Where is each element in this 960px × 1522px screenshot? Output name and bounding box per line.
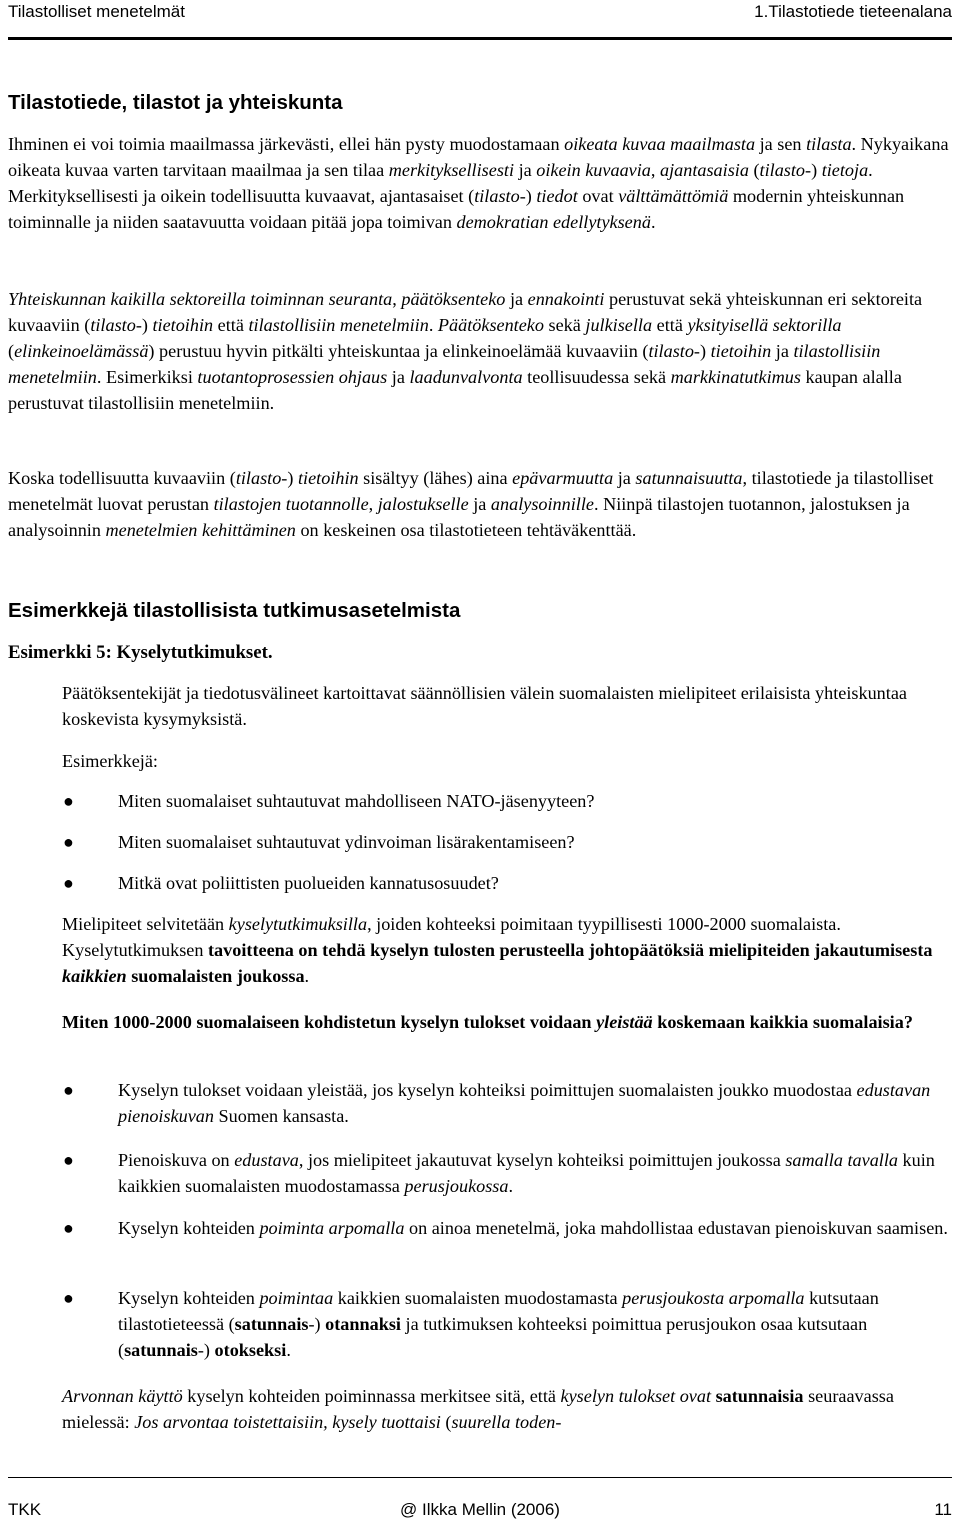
paragraph-7: Arvonnan käyttö kyselyn kohteiden poiminnassa merkitsee sitä, että kyselyn tulokset ovat satunnaisia seuraavassa mielessä: Jos arvontaa toistettaisiin, kysely tuottaisi (suurella toden-	[62, 1386, 894, 1432]
header-course-title: Tilastolliset menetelmät	[8, 2, 185, 21]
paragraph-6: Miten 1000-2000 suomalaiseen kohdistetun kyselyn tulokset voidaan yleistää koskemaan kaikkia suomalaisia?	[62, 1012, 913, 1032]
bullet-item: Kyselyn tulokset voidaan yleistää, jos kyselyn kohteiksi poimittujen suomalaisten joukko muodostaa edustavan pienoiskuvan Suomen kansasta.	[118, 1080, 931, 1126]
bullet-dot: ●	[63, 1288, 74, 1308]
bullet-item: Pienoiskuva on edustava, jos mielipiteet jakautuvat kyselyn kohteiksi poimittujen joukossa samalla tavalla kuin kaikkien suomalaisten muodostamassa perusjoukossa.	[118, 1150, 935, 1196]
bullet-item: Kyselyn kohteiden poimintaa kaikkien suomalaisten muodostamasta perusjoukosta arpomalla kutsutaan tilastotieteessä (satunnais-) otannaksi ja tutkimuksen kohteeksi poimittua perusjoukon osaa kutsutaan (satunnais-) otokseksi.	[118, 1288, 879, 1360]
bullet-dot: ●	[63, 1218, 74, 1238]
header-rule	[8, 37, 952, 40]
examples-label: Esimerkkejä:	[62, 751, 158, 771]
footer-author: @ Ilkka Mellin (2006)	[400, 1500, 560, 1519]
bullet-item: Mitkä ovat poliittisten puolueiden kannatusosuudet?	[118, 873, 499, 893]
bullet-dot: ●	[63, 1150, 74, 1170]
bullet-dot: ●	[63, 1080, 74, 1100]
bullet-dot: ●	[63, 873, 74, 893]
example-section-title: Esimerkkejä tilastollisista tutkimusasetelmista	[8, 599, 461, 622]
footer-rule	[8, 1477, 952, 1478]
footer-institution: TKK	[8, 1500, 42, 1519]
bullet-item: Kyselyn kohteiden poiminta arpomalla on ainoa menetelmä, joka mahdollistaa edustavan pienoiskuvan saamisen.	[118, 1218, 948, 1238]
example-subtitle: Esimerkki 5: Kyselytutkimukset.	[8, 642, 273, 663]
paragraph-4: Päätöksentekijät ja tiedotusvälineet kartoittavat säännöllisien välein suomalaisten mielipiteet erilaisista yhteiskuntaa koskevista kysymyksistä.	[62, 683, 907, 729]
paragraph-2: Yhteiskunnan kaikilla sektoreilla toiminnan seuranta, päätöksenteko ja ennakointi perustuvat sekä yhteiskunnan eri sektoreita kuvaaviin (tilasto-) tietoihin että tilastollisiin menetelmiin. Päätöksenteko sekä julkisella että yksityisellä sektorilla (elinkeinoelämässä) perustuu hyvin pitkälti yhteiskuntaa ja elinkeinoelämää kuvaaviin (tilasto-) tietoihin ja tilastollisiin menetelmiin. Esimerkiksi tuotantoprosessien ohjaus ja laadunvalvonta teollisuudessa sekä markkinatutkimus kaupan alalla perustuvat tilastollisiin menetelmiin.	[8, 289, 923, 413]
section-title: Tilastotiede, tilastot ja yhteiskunta	[8, 91, 343, 114]
header-chapter-title: 1.Tilastotiede tieteenalana	[754, 2, 952, 21]
bullet-dot: ●	[63, 832, 74, 852]
page-header	[8, 0, 952, 26]
paragraph-3: Koska todellisuutta kuvaaviin (tilasto-) tietoihin sisältyy (lähes) aina epävarmuutta ja satunnaisuutta, tilastotiede ja tilastolliset menetelmät luovat perustan tilastojen tuotannolle, jalostukselle ja analysoinnille. Niinpä tilastojen tuotannon, jalostuksen ja analysoinnin menetelmien kehittäminen on keskeinen osa tilastotieteen tehtäväkenttää.	[8, 468, 934, 540]
bullet-item: Miten suomalaiset suhtautuvat ydinvoiman lisärakentamiseen?	[118, 832, 575, 852]
bullet-dot: ●	[63, 791, 74, 811]
paragraph-1: Ihminen ei voi toimia maailmassa järkevästi, ellei hän pysty muodostamaan oikeata kuvaa maailmasta ja sen tilasta. Nykyaikana oikeata kuvaa varten tarvitaan maailmaa ja sen tilaa merkityksellisesti ja oikein kuvaavia, ajantasaisia (tilasto-) tietoja. Merkityksellisesti ja oikein todellisuutta kuvaavat, ajantasaiset (tilasto-) tiedot ovat välttämättömiä modernin yhteiskunnan toiminnalle ja niiden saatavuutta voidaan pitää jopa toimivan demokratian edellytyksenä.	[8, 134, 949, 232]
bullet-item: Miten suomalaiset suhtautuvat mahdolliseen NATO-jäsenyyteen?	[118, 791, 595, 811]
paragraph-5: Mielipiteet selvitetään kyselytutkimuksilla, joiden kohteeksi poimitaan tyypillisesti 1000-2000 suomalaista. Kyselytutkimuksen tavoitteena on tehdä kyselyn tulosten perusteella johtopäätöksiä mielipiteiden jakautumisesta kaikkien suomalaisten joukossa.	[62, 914, 933, 986]
page-number: 11	[934, 1500, 952, 1519]
